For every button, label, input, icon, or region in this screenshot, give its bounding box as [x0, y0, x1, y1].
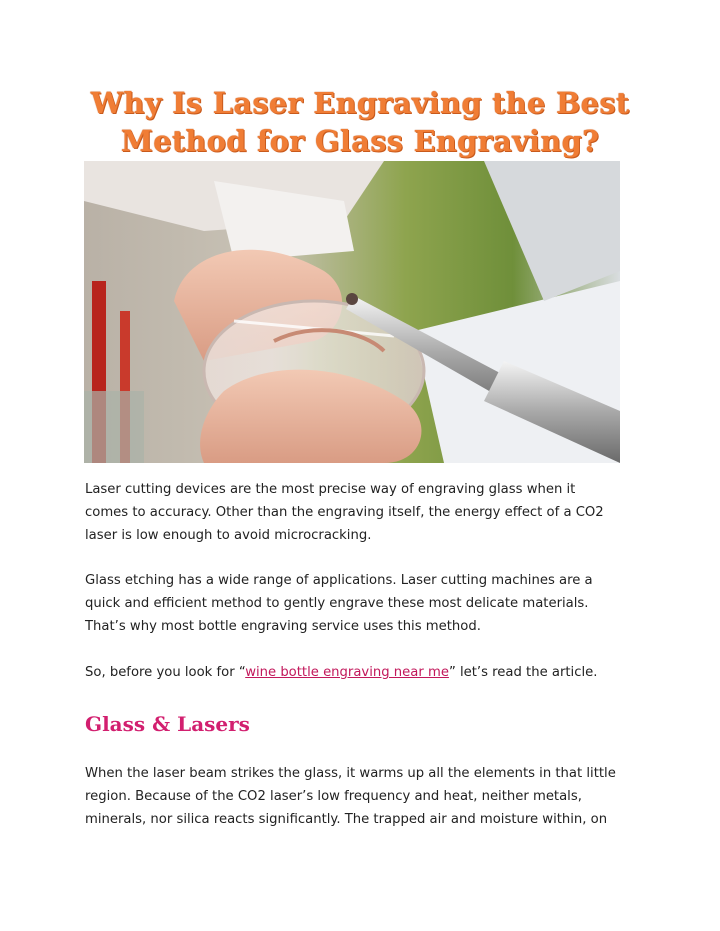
p3-before: So, before you look for “	[85, 665, 246, 680]
p1-line-2: comes to accuracy. Other than the engraving itself, the energy effect of a CO2	[85, 505, 604, 520]
glass-engraving-photo	[84, 161, 620, 463]
paragraph-intro	[85, 478, 645, 547]
p3-after: ” let’s read the article.	[448, 665, 598, 680]
paragraph-link	[85, 661, 645, 684]
p2-line-3: That’s why most bottle engraving service uses this method.	[85, 619, 481, 634]
p2-line-2: quick and efficient method to gently engrave these most delicate materials.	[85, 596, 589, 611]
section-heading: Glass & Lasers	[85, 712, 250, 736]
p4-line-3: minerals, nor silica reacts significantly. The trapped air and moisture within, on	[85, 812, 608, 827]
title-line-1: Why Is Laser Engraving the Best	[90, 86, 630, 120]
p2-line-1: Glass etching has a wide range of applications. Laser cutting machines are a	[85, 573, 593, 588]
paragraph-glass-lasers	[85, 762, 645, 831]
p1-line-1: Laser cutting devices are the most precise way of engraving glass when it	[85, 482, 576, 497]
article-title	[60, 84, 660, 160]
wine-bottle-engraving-link[interactable]: wine bottle engraving near me	[245, 665, 449, 680]
p4-line-1: When the laser beam strikes the glass, it warms up all the elements in that little	[85, 766, 616, 781]
p1-line-3: laser is low enough to avoid microcracking.	[85, 528, 372, 543]
title-line-2: Method for Glass Engraving?	[120, 124, 600, 158]
paragraph-applications	[85, 569, 645, 638]
p4-line-2: region. Because of the CO2 laser’s low frequency and heat, neither metals,	[85, 789, 582, 804]
